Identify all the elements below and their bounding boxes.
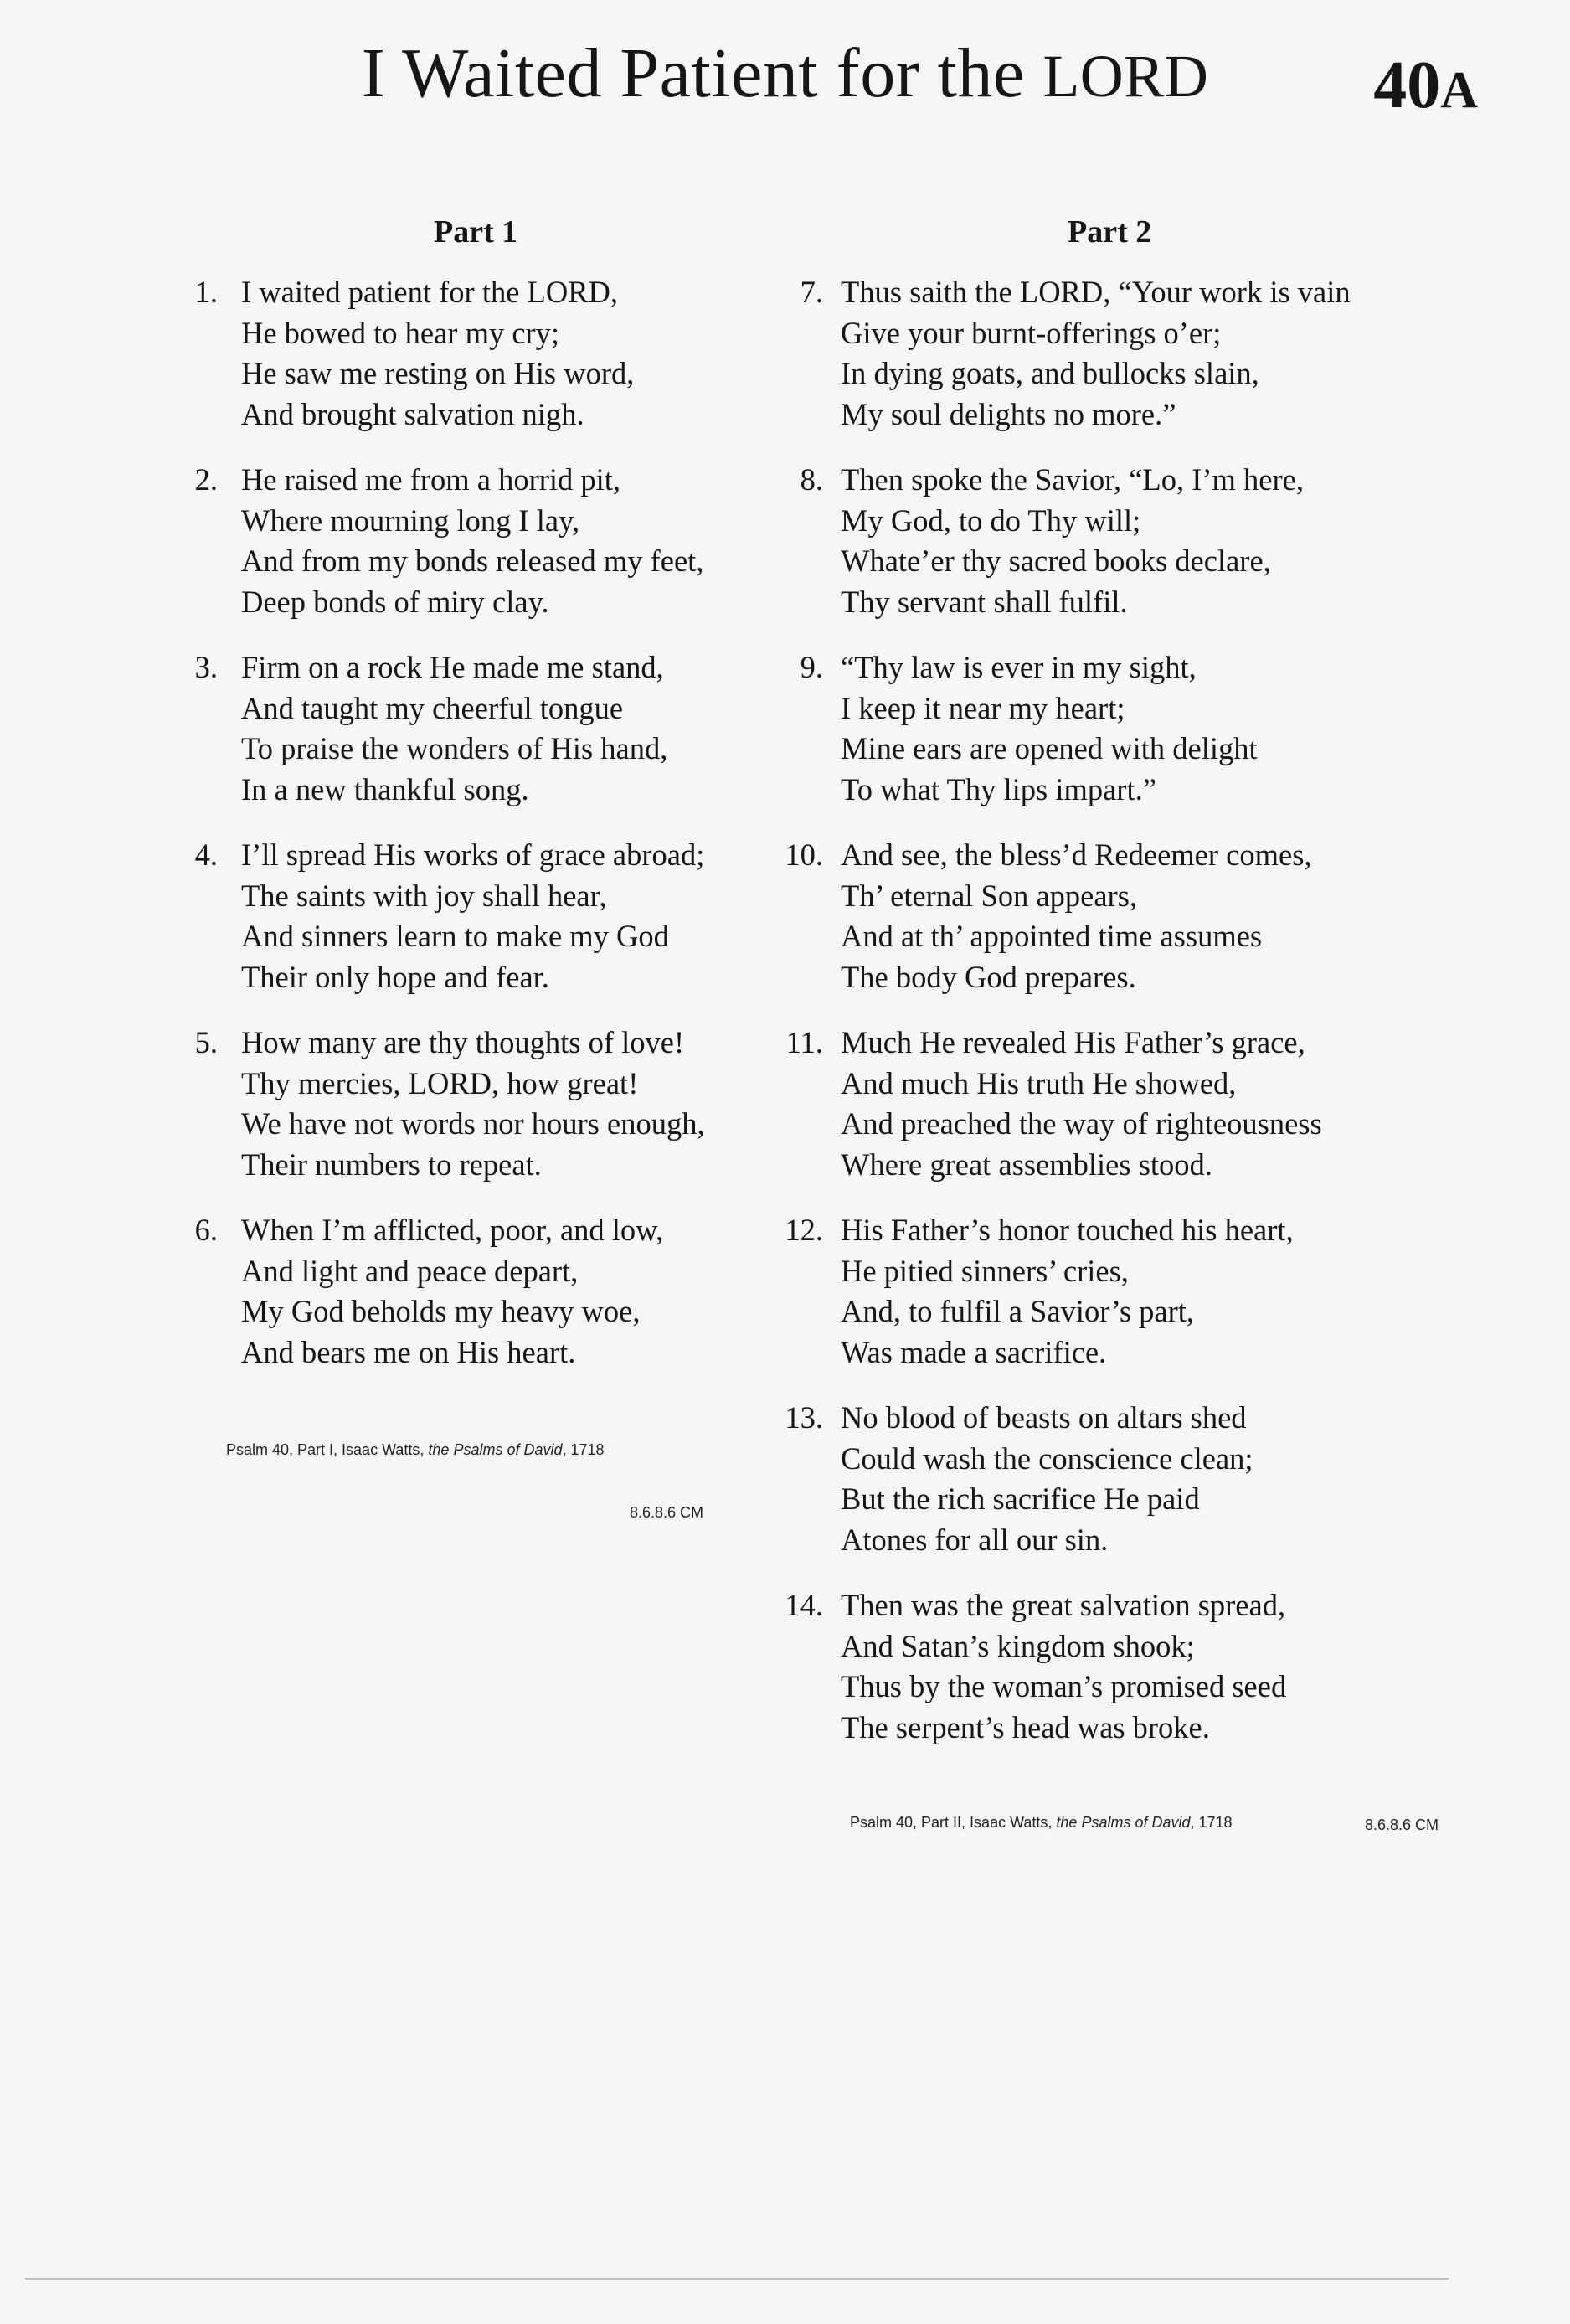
stanza-number: 11. bbox=[785, 1025, 823, 1059]
stanza bbox=[775, 1023, 1461, 1185]
verse-line: To what Thy lips impart.” bbox=[841, 771, 1156, 806]
stanza bbox=[775, 647, 1461, 810]
verse-line: And from my bonds released my feet, bbox=[241, 544, 704, 578]
stanza-number: 5. bbox=[194, 1025, 218, 1059]
stanza-number: 3. bbox=[194, 650, 218, 684]
stanza-lines bbox=[841, 1585, 1461, 1748]
stanza-number: 7. bbox=[800, 275, 823, 309]
verse-line: My God beholds my heavy woe, bbox=[241, 1294, 641, 1328]
stanza bbox=[167, 1023, 770, 1185]
verse-line: Could wash the conscience clean; bbox=[841, 1440, 1253, 1476]
page-title bbox=[0, 32, 1570, 118]
verse-line: The serpent’s head was broke. bbox=[841, 1709, 1210, 1744]
part2-credit-year: , 1718 bbox=[1190, 1814, 1233, 1831]
verse-line: Where great assemblies stood. bbox=[841, 1147, 1212, 1182]
verse-line: Then was the great salvation spread, bbox=[841, 1588, 1286, 1622]
stanza bbox=[775, 460, 1461, 622]
verse-line: Where mourning long I lay, bbox=[241, 502, 580, 538]
bottom-divider bbox=[25, 2278, 1449, 2280]
part1-meter: 8.6.8.6 CM bbox=[630, 1504, 704, 1521]
title-text: I Waited Patient for the bbox=[361, 34, 1043, 112]
stanza bbox=[775, 835, 1461, 997]
part1-heading: Part 1 bbox=[434, 214, 518, 250]
verse-line: And taught my cheerful tongue bbox=[241, 690, 624, 725]
verse-line: And see, the bless’d Redeemer comes, bbox=[841, 837, 1312, 872]
part1-credit-year: , 1718 bbox=[562, 1441, 605, 1458]
part2-credit-source: the Psalms of David bbox=[1056, 1814, 1191, 1831]
hymn-number bbox=[1373, 44, 1478, 132]
verse-line: He bowed to hear my cry; bbox=[241, 315, 560, 350]
verse-line: “Thy law is ever in my sight, bbox=[841, 650, 1197, 684]
verse-line: Give your burnt-offerings o’er; bbox=[841, 315, 1222, 350]
verse-line: Was made a sacrifice. bbox=[841, 1334, 1107, 1369]
verse-line: He saw me resting on His word, bbox=[241, 356, 635, 390]
stanza-lines bbox=[841, 835, 1461, 997]
verse-line: In dying goats, and bullocks slain, bbox=[841, 356, 1259, 390]
verse-line: To praise the wonders of His hand, bbox=[241, 731, 668, 765]
stanza bbox=[167, 272, 770, 435]
verse-line: We have not words nor hours enough, bbox=[241, 1106, 705, 1141]
stanza-lines bbox=[841, 647, 1461, 810]
verse-line: Atones for all our sin. bbox=[841, 1522, 1109, 1557]
stanza bbox=[775, 272, 1461, 435]
verse-line: My soul delights no more.” bbox=[841, 396, 1176, 431]
stanza-number: 6. bbox=[194, 1213, 218, 1247]
verse-line: Th’ eternal Son appears, bbox=[841, 878, 1138, 913]
part1-credit bbox=[226, 1440, 605, 1459]
verse-line: And Satan’s kingdom shook; bbox=[841, 1628, 1195, 1663]
verse-line: He raised me from a horrid pit, bbox=[241, 462, 621, 497]
verse-line: Thus by the woman’s promised seed bbox=[841, 1669, 1287, 1703]
part1-credit-source: the Psalms of David bbox=[428, 1441, 563, 1458]
stanza-lines bbox=[241, 1023, 770, 1185]
verse-line: Then spoke the Savior, “Lo, I’m here, bbox=[841, 462, 1304, 497]
verse-line: Thus saith the LORD, “Your work is vain bbox=[841, 275, 1351, 309]
stanza-number: 12. bbox=[785, 1213, 823, 1247]
verse-line: And preached the way of righteousness bbox=[841, 1106, 1322, 1141]
stanza-lines bbox=[841, 272, 1461, 435]
stanza bbox=[167, 460, 770, 622]
verse-line: No blood of beasts on altars shed bbox=[841, 1400, 1247, 1435]
verse-line: I keep it near my heart; bbox=[841, 690, 1125, 725]
verse-line: And at th’ appointed time assumes bbox=[841, 919, 1263, 953]
verse-line: Much He revealed His Father’s grace, bbox=[841, 1025, 1305, 1059]
verse-line: Deep bonds of miry clay. bbox=[241, 584, 549, 619]
verse-line: I’ll spread His works of grace abroad; bbox=[241, 837, 705, 872]
verse-line: But the rich sacrifice He paid bbox=[841, 1481, 1200, 1516]
stanza-lines bbox=[841, 1210, 1461, 1373]
hymn-number-suffix: A bbox=[1440, 62, 1478, 119]
verse-line: My God, to do Thy will; bbox=[841, 502, 1141, 538]
part2-credit bbox=[850, 1813, 1233, 1832]
verse-line: His Father’s honor touched his heart, bbox=[841, 1213, 1294, 1247]
verse-line: And brought salvation nigh. bbox=[241, 396, 584, 431]
part1-credit-prefix: Psalm 40, Part I, Isaac Watts, bbox=[226, 1441, 429, 1458]
stanza bbox=[167, 835, 770, 997]
stanza bbox=[775, 1398, 1461, 1560]
verse-line: And, to fulfil a Savior’s part, bbox=[841, 1294, 1195, 1328]
verse-line: Thy servant shall fulfil. bbox=[841, 584, 1128, 619]
stanza-lines bbox=[841, 1023, 1461, 1185]
stanza-number: 1. bbox=[194, 275, 218, 309]
stanza-lines bbox=[241, 1210, 770, 1373]
stanza-number: 2. bbox=[194, 462, 218, 497]
stanza-lines bbox=[841, 460, 1461, 622]
stanza-lines bbox=[241, 460, 770, 622]
verse-line: I waited patient for the LORD, bbox=[241, 275, 619, 309]
part2-credit-prefix: Psalm 40, Part II, Isaac Watts, bbox=[850, 1814, 1057, 1831]
verse-line: Thy mercies, LORD, how great! bbox=[241, 1065, 639, 1100]
stanza-number: 9. bbox=[800, 650, 823, 684]
verse-line: The body God prepares. bbox=[841, 959, 1136, 994]
verse-line: Mine ears are opened with delight bbox=[841, 731, 1258, 765]
verse-line: When I’m afflicted, poor, and low, bbox=[241, 1213, 664, 1247]
verse-line: The saints with joy shall hear, bbox=[241, 878, 607, 913]
stanza-number: 10. bbox=[785, 837, 823, 872]
stanza bbox=[167, 647, 770, 810]
stanza-number: 13. bbox=[785, 1400, 823, 1435]
stanza-number: 8. bbox=[800, 462, 823, 497]
hymn-number-digits: 40 bbox=[1373, 49, 1441, 122]
stanza-lines bbox=[241, 272, 770, 435]
verse-line: In a new thankful song. bbox=[241, 771, 529, 806]
verse-line: He pitied sinners’ cries, bbox=[841, 1253, 1129, 1288]
part2-heading: Part 2 bbox=[1068, 214, 1152, 250]
stanza bbox=[775, 1585, 1461, 1748]
part2-meter: 8.6.8.6 CM bbox=[1365, 1816, 1439, 1833]
verse-line: Firm on a rock He made me stand, bbox=[241, 650, 664, 684]
verse-line: Whate’er thy sacred books declare, bbox=[841, 544, 1271, 578]
verse-line: And sinners learn to make my God bbox=[241, 919, 669, 953]
stanza bbox=[167, 1210, 770, 1373]
verse-line: And bears me on His heart. bbox=[241, 1334, 576, 1369]
part1-stanzas bbox=[167, 272, 770, 1398]
verse-line: And much His truth He showed, bbox=[841, 1065, 1237, 1100]
part2-stanzas bbox=[775, 272, 1461, 1773]
stanza bbox=[775, 1210, 1461, 1373]
title-lord: LORD bbox=[1042, 43, 1209, 110]
stanza-lines bbox=[241, 647, 770, 810]
verse-line: Their only hope and fear. bbox=[241, 959, 549, 994]
verse-line: How many are thy thoughts of love! bbox=[241, 1025, 685, 1059]
stanza-number: 4. bbox=[194, 837, 218, 872]
stanza-number: 14. bbox=[785, 1588, 823, 1622]
verse-line: And light and peace depart, bbox=[241, 1253, 579, 1288]
stanza-lines bbox=[841, 1398, 1461, 1560]
stanza-lines bbox=[241, 835, 770, 997]
verse-line: Their numbers to repeat. bbox=[241, 1147, 542, 1182]
